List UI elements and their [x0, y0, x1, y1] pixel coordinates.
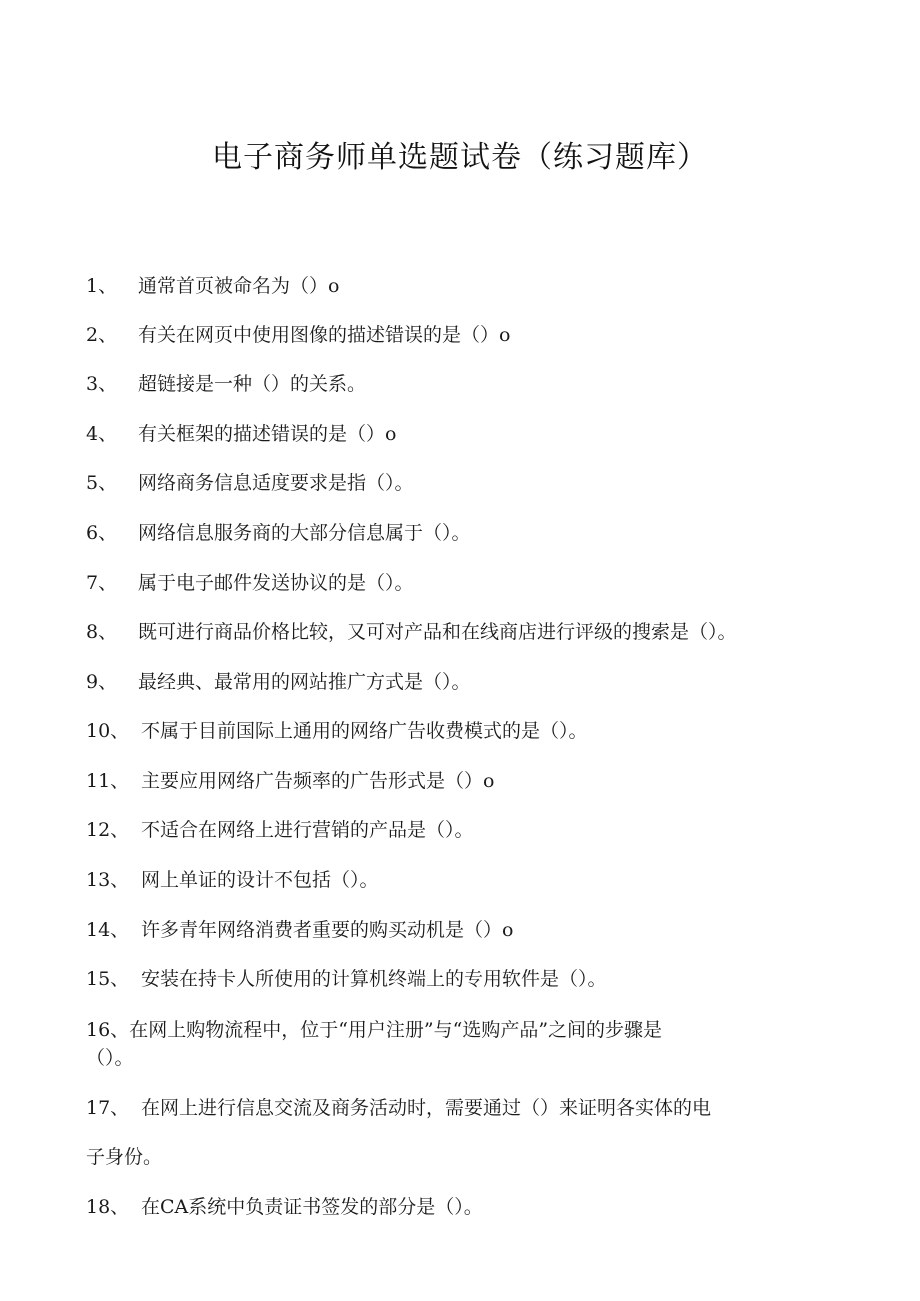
question-17 [86, 1097, 711, 1119]
question-16-continuation: （）。 [86, 1047, 134, 1069]
question-number: 1、 [86, 275, 118, 297]
question-2 [86, 324, 510, 346]
question-number: 6、 [86, 522, 118, 544]
question-text: 不属于目前国际上通用的网络广告收费模式的是（）。 [141, 720, 588, 742]
question-6 [86, 522, 471, 544]
question-12 [86, 819, 474, 841]
question-15 [86, 968, 607, 990]
question-number: 11、 [86, 770, 130, 792]
question-4 [86, 423, 396, 445]
question-number: 2、 [86, 324, 118, 346]
question-text: 通常首页被命名为（）o [138, 275, 340, 297]
question-text: 安装在持卡人所使用的计算机终端上的专用软件是（）。 [141, 968, 607, 990]
question-number: 12、 [86, 819, 130, 841]
question-number: 10、 [86, 720, 130, 742]
question-text: 在网上购物流程中，位于“用户注册”与“选购产品”之间的步骤是 [129, 1019, 663, 1041]
question-number: 16、 [86, 1019, 130, 1041]
question-10 [86, 720, 588, 742]
question-number: 15、 [86, 968, 130, 990]
question-number: 8、 [86, 621, 118, 643]
question-number: 9、 [86, 671, 118, 693]
question-text: 有关在网页中使用图像的描述错误的是（）o [138, 324, 511, 346]
question-text: 属于电子邮件发送协议的是（）。 [138, 572, 414, 594]
question-number: 13、 [86, 869, 130, 891]
question-text: 主要应用网络广告频率的广告形式是（）o [141, 770, 495, 792]
question-number: 17、 [86, 1097, 130, 1119]
question-7 [86, 572, 414, 594]
question-number: 4、 [86, 423, 118, 445]
question-text: 网上单证的设计不包括（）。 [141, 869, 379, 891]
question-9 [86, 671, 471, 693]
question-3 [86, 373, 366, 395]
question-text: 在网上进行信息交流及商务活动时，需要通过（）来证明各实体的电 [141, 1097, 712, 1119]
question-text: 许多青年网络消费者重要的购买动机是（）o [141, 919, 514, 941]
question-text: 超链接是一种（）的关系。 [138, 373, 367, 395]
question-16 [86, 1019, 662, 1041]
document-title: 电子商务师单选题试卷（练习题库） [212, 140, 708, 175]
question-text: 既可进行商品价格比较，又可对产品和在线商店进行评级的搜索是（）。 [138, 621, 737, 643]
question-text: 最经典、最常用的网站推广方式是（）。 [138, 671, 471, 693]
question-number: 18、 [86, 1196, 130, 1218]
question-number: 3、 [86, 373, 118, 395]
question-text: 有关框架的描述错误的是（）o [138, 423, 397, 445]
question-13 [86, 869, 379, 891]
question-number: 14、 [86, 919, 130, 941]
question-number: 7、 [86, 572, 118, 594]
question-text: 不适合在网络上进行营销的产品是（）。 [141, 819, 474, 841]
question-14 [86, 919, 513, 941]
question-text: 网络信息服务商的大部分信息属于（）。 [138, 522, 471, 544]
question-number: 5、 [86, 472, 118, 494]
question-8 [86, 621, 737, 643]
question-text: 网络商务信息适度要求是指（）。 [138, 472, 414, 494]
question-18 [86, 1196, 483, 1218]
question-5 [86, 472, 414, 494]
question-1 [86, 275, 339, 297]
question-17-continuation: 子身份。 [86, 1146, 163, 1168]
question-11 [86, 770, 494, 792]
question-text: 在CA系统中负责证书签发的部分是（）。 [141, 1196, 483, 1218]
